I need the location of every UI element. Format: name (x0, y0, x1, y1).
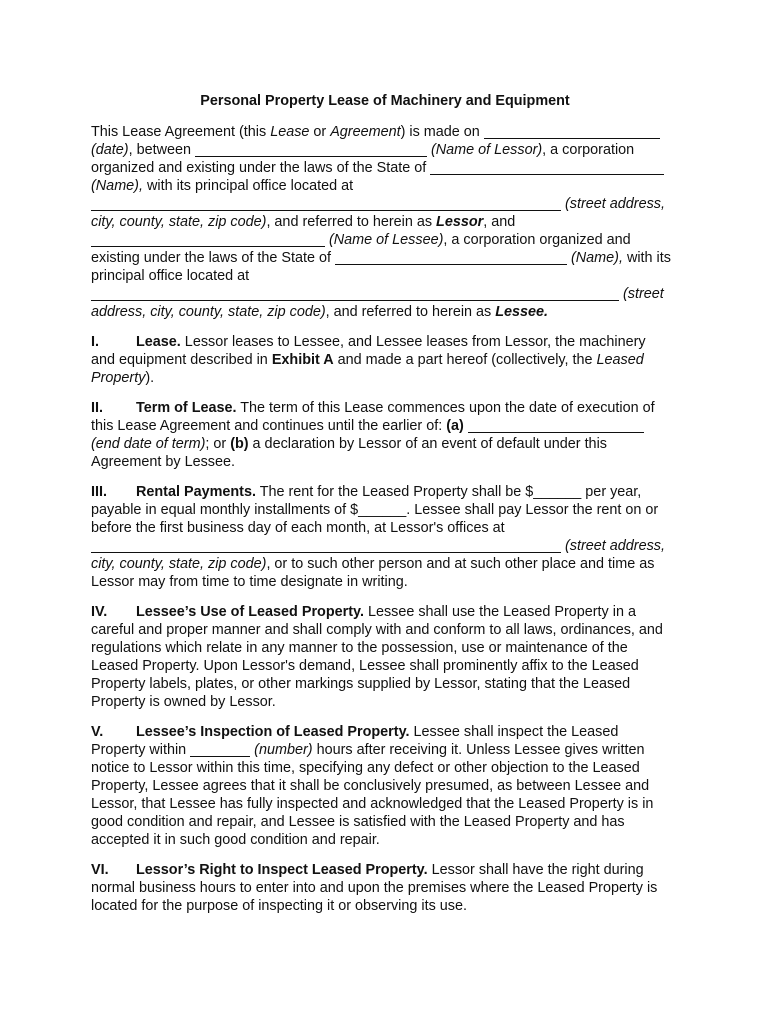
intro-text: , and referred to herein as (325, 304, 496, 320)
hours-number-blank[interactable] (190, 742, 250, 757)
defined-term-leased-property: Leased Property (91, 352, 644, 386)
section-text: Lessee shall use the Leased Property in a careful and proper manner and shall comply with and conform to all laws, ordinances, and regulations which relate in any manner to the possession, use or maintenance of the Leased Property. Upon Lessor's demand, Lessee shall prominently affix to the Leased Property labels, plates, or other markings supplied by Lessor, stating that the Leased Property is owned by Lessor. (91, 604, 663, 710)
intro-text: , and referred to herein as (266, 214, 437, 230)
section-text: ; or (205, 436, 231, 452)
defined-term-lease: Lease (270, 124, 310, 140)
intro-text: ) is made on (400, 124, 480, 140)
lessor-state-blank[interactable] (430, 160, 664, 175)
lessee-state-blank[interactable] (335, 250, 567, 265)
intro-text: , a corporation organized and existing under the laws of the State of (91, 142, 635, 176)
document-title: Personal Property Lease of Machinery and Equipment (200, 93, 570, 109)
intro-text: , between (128, 142, 195, 158)
lessor-state-hint: (Name), (91, 178, 143, 194)
section-number: VI. (91, 862, 109, 878)
intro-text: with its principal office located at (142, 178, 354, 194)
exhibit-reference: Exhibit A (271, 352, 334, 368)
section-number: II. (91, 400, 103, 416)
date-blank[interactable] (484, 124, 660, 139)
section-heading: Lease. (136, 334, 181, 350)
section-text: hours after receiving it. Unless Lessee gives written notice to Lessor within this time, specifying any defect or other objection to the Leased Property, Lessee agrees that it shall be conclusively presumed, as between Lessee and Lessor, that Lessee has fully inspected and acknowledged that the Leased Property is in good condition and repair, and Lessee is satisfied with the Leased Property and has accepted it in such good condition and repair. (91, 742, 654, 848)
end-date-hint: (end date of term) (91, 436, 206, 452)
intro-text: , and (483, 214, 516, 230)
section-number: V. (91, 724, 104, 740)
section-heading: Lessee’s Inspection of Leased Property. (136, 724, 410, 740)
section-number: III. (91, 484, 107, 500)
lessee-state-hint: (Name), (567, 250, 623, 266)
lessor-name-hint: (Name of Lessor) (427, 142, 543, 158)
intro-text: or (309, 124, 331, 140)
section-rental-payments (91, 483, 671, 591)
lessee-address-blank[interactable] (91, 286, 619, 301)
section-heading: Term of Lease. (136, 400, 237, 416)
defined-term-lessee: Lessee. (495, 304, 549, 320)
intro-text: with its principal office located at (91, 250, 671, 284)
section-lessee-inspection (91, 723, 671, 849)
lessor-address-hint: (street address, city, county, state, zip code) (91, 196, 665, 230)
date-hint: (date) (91, 142, 129, 158)
section-text: ). (145, 370, 155, 386)
payment-address-hint: (street address, city, county, state, zip code) (91, 538, 665, 572)
lessee-name-hint: (Name of Lessee) (325, 232, 444, 248)
section-lessee-use (91, 603, 671, 711)
section-lessor-inspection (91, 861, 671, 915)
lessee-name-blank[interactable] (91, 232, 325, 247)
section-text: Lessee shall inspect the Leased Property within (91, 724, 619, 758)
section-text: The rent for the Leased Property shall be $______ per year, payable in equal monthly installments of $______. Lessee shall pay Lessor the rent on or before the first business day of each month, at Lessor's offices at (91, 484, 659, 536)
section-heading: Rental Payments. (136, 484, 256, 500)
defined-term-lessor: Lessor (436, 214, 484, 230)
section-heading: Lessee’s Use of Leased Property. (136, 604, 364, 620)
defined-term-agreement: Agreement (330, 124, 401, 140)
section-text: , or to such other person and at such other place and time as Lessor may from time to time designate in writing. (91, 556, 655, 590)
intro-paragraph (91, 123, 671, 321)
intro-text: , a corporation organized and existing under the laws of the State of (91, 232, 631, 266)
section-text: Lessor shall have the right during normal business hours to enter into and upon the premises where the Leased Property is located for the purpose of inspecting it or observing its use. (91, 862, 658, 914)
section-text: and made a part hereof (collectively, the (333, 352, 597, 368)
section-number: IV. (91, 604, 108, 620)
payment-address-blank[interactable] (91, 538, 561, 553)
section-heading: Lessor’s Right to Inspect Leased Property. (136, 862, 428, 878)
clause-label-b: (b) (230, 436, 249, 452)
lessor-name-blank[interactable] (195, 142, 427, 157)
section-term-of-lease (91, 399, 671, 471)
section-text: a declaration by Lessor of an event of default under this Agreement by Lessee. (91, 436, 607, 470)
clause-label-a: (a) (446, 418, 464, 434)
number-hint: (number) (250, 742, 313, 758)
lease-document (91, 92, 671, 915)
lessee-address-hint: (street address, city, county, state, zip code) (91, 286, 664, 320)
end-date-blank[interactable] (468, 418, 644, 433)
section-text: Lessor leases to Lessee, and Lessee leases from Lessor, the machinery and equipment described in (91, 334, 646, 368)
section-number: I. (91, 334, 99, 350)
lessor-address-blank[interactable] (91, 196, 561, 211)
section-text: The term of this Lease commences upon the date of execution of this Lease Agreement and continues until the earlier of: (91, 400, 655, 434)
intro-text: This Lease Agreement (this (91, 124, 271, 140)
section-lease (91, 333, 671, 387)
